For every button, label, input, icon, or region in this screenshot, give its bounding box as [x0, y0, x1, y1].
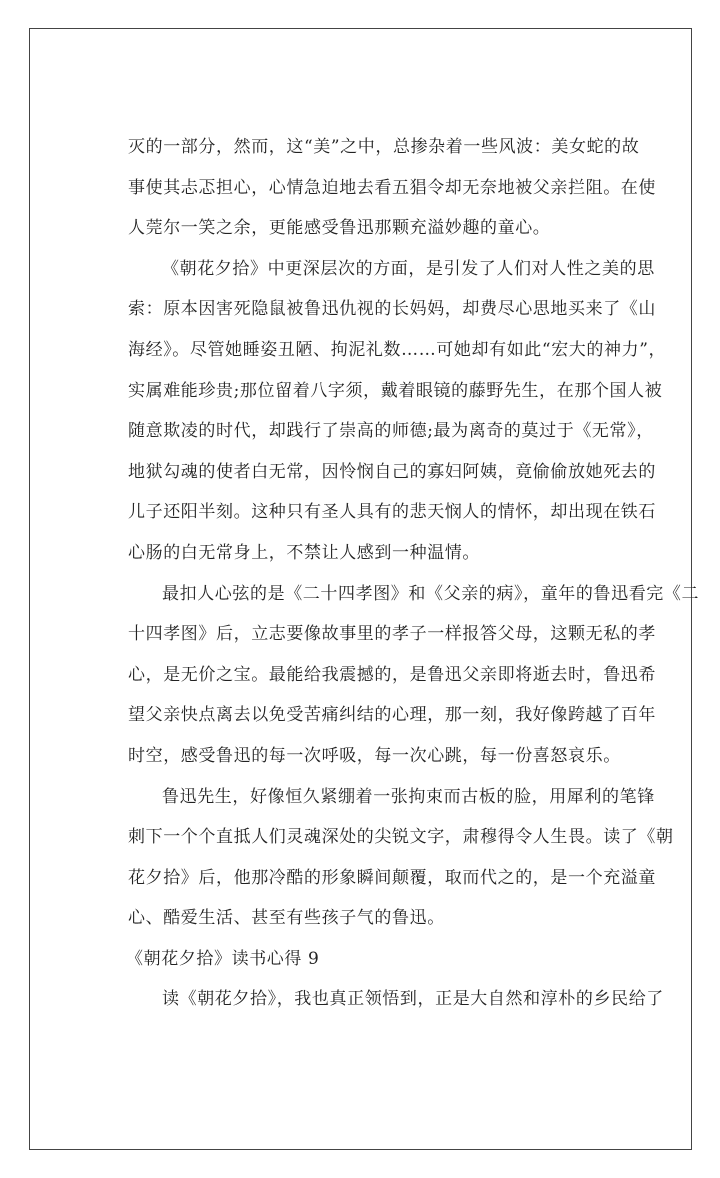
- text-line: 十四孝图》后，立志要像故事里的孝子一样报答父母，这颗无私的孝: [128, 624, 656, 645]
- document-page: [29, 28, 700, 1150]
- text-line: 望父亲快点离去以免受苦痛纠结的心理，那一刻，我好像跨越了百年: [128, 705, 656, 726]
- text-line: 儿子还阳半刻。这种只有圣人具有的悲天悯人的情怀，却出现在铁石: [128, 502, 656, 523]
- text-line: 《朝花夕拾》中更深层次的方面，是引发了人们对人性之美的思: [162, 258, 655, 279]
- text-line: 随意欺凌的时代，却践行了崇高的师德;最为离奇的莫过于《无常》，: [128, 421, 654, 442]
- text-line: 事使其忐忑担心，心情急迫地去看五猖令却无奈地被父亲拦阻。在使: [128, 177, 656, 198]
- text-line: 灭的一部分，然而，这“美”之中，总掺杂着一些风波：美女蛇的故: [128, 137, 640, 157]
- text-line: 索：原本因害死隐鼠被鲁迅仇视的长妈妈，却费尽心思地买来了《山: [128, 299, 656, 320]
- paragraph: [128, 127, 656, 249]
- paragraph: [128, 777, 674, 939]
- paragraph: [128, 249, 667, 574]
- text-line: 刺下一个个直抵人们灵魂深处的尖锐文字，肃穆得令人生畏。读了《朝: [128, 827, 674, 848]
- text-line: 读《朝花夕拾》，我也真正领悟到，正是大自然和淳朴的乡民给了: [162, 989, 664, 1010]
- text-line: 心肠的白无常身上，不禁让人感到一种温情。: [128, 542, 480, 563]
- text-line: 实属难能珍贵;那位留着八字须，戴着眼镜的藤野先生，在那个国人被: [128, 380, 663, 401]
- text-line: 人莞尔一笑之余，更能感受鲁迅那颗充溢妙趣的童心。: [128, 218, 551, 239]
- text-line: 心，是无价之宝。最能给我震撼的，是鲁迅父亲即将逝去时，鲁迅希: [128, 664, 656, 685]
- text-line: 海经》。尽管她睡姿丑陋、拘泥礼数……可她却有如此“宏大的神力”，: [128, 339, 667, 360]
- text-line: 心、酷爱生活、甚至有些孩子气的鲁迅。: [128, 908, 445, 929]
- paragraph: [128, 574, 700, 777]
- paragraph: [128, 979, 664, 1020]
- document-body: [126, 127, 700, 1020]
- text-line: 最扣人心弦的是《二十四孝图》和《父亲的病》，童年的鲁迅看完《二: [162, 583, 700, 604]
- text-line: 地狱勾魂的使者白无常，因怜悯自己的寡妇阿姨，竟偷偷放她死去的: [128, 461, 656, 482]
- section-heading: 《朝花夕拾》读书心得 9: [126, 948, 320, 969]
- text-line: 鲁迅先生，好像恒久紧绷着一张拘束而古板的脸，用犀利的笔锋: [162, 786, 655, 807]
- text-line: 花夕拾》后，他那冷酷的形象瞬间颠覆，取而代之的，是一个充溢童: [128, 867, 656, 888]
- text-line: 时空，感受鲁迅的每一次呼吸，每一次心跳，每一份喜怒哀乐。: [128, 745, 621, 766]
